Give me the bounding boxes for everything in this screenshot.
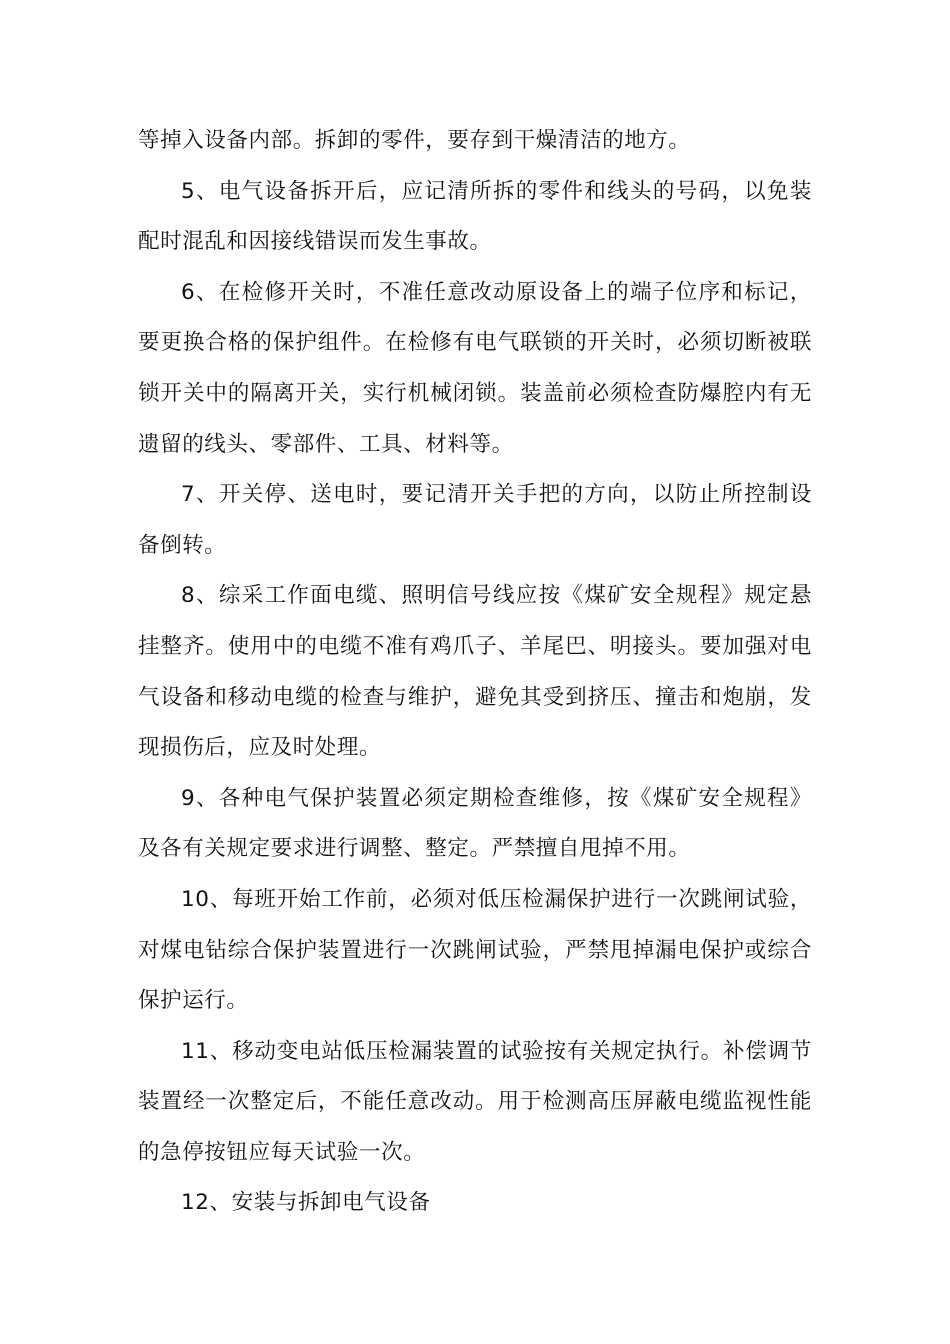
paragraph-item-6: 6、在检修开关时，不准任意改动原设备上的端子位序和标记，要更换合格的保护组件。在检修有电气联锁的开关时，必须切断被联锁开关中的隔离开关，实行机械闭锁。装盖前必须检查防爆腔内有无遗留的线头、零部件、工具、材料等。 xyxy=(138,279,812,457)
paragraph-item-12: 12、安装与拆卸电气设备 xyxy=(181,1190,431,1216)
paragraph-item-9: 9、各种电气保护装置必须定期检查维修，按《煤矿安全规程》及各有关规定要求进行调整、整定。严禁擅自甩掉不用。 xyxy=(138,785,812,862)
paragraph-item-11: 11、移动变电站低压检漏装置的试验按有关规定执行。补偿调节装置经一次整定后，不能任意改动。用于检测高压屏蔽电缆监视性能的急停按钮应每天试验一次。 xyxy=(138,1038,812,1165)
document-body xyxy=(138,116,812,1229)
paragraph-item-8: 8、综采工作面电缆、照明信号线应按《煤矿安全规程》规定悬挂整齐。使用中的电缆不准有鸡爪子、羊尾巴、明接头。要加强对电气设备和移动电缆的检查与维护，避免其受到挤压、撞击和炮崩，发现损伤后，应及时处理。 xyxy=(138,583,812,761)
paragraph-continuation: 等掉入设备内部。拆卸的零件，要存到干燥清洁的地方。 xyxy=(138,128,691,153)
paragraph-item-7: 7、开关停、送电时，要记清开关手把的方向，以防止所控制设备倒转。 xyxy=(138,482,812,558)
paragraph-item-5: 5、电气设备拆开后，应记清所拆的零件和线头的号码，以免装配时混乱和因接线错误而发生事故。 xyxy=(138,178,812,255)
paragraph-item-10: 10、每班开始工作前，必须对低压检漏保护进行一次跳闸试验，对煤电钻综合保护装置进行一次跳闸试验，严禁甩掉漏电保护或综合保护运行。 xyxy=(138,886,812,1014)
